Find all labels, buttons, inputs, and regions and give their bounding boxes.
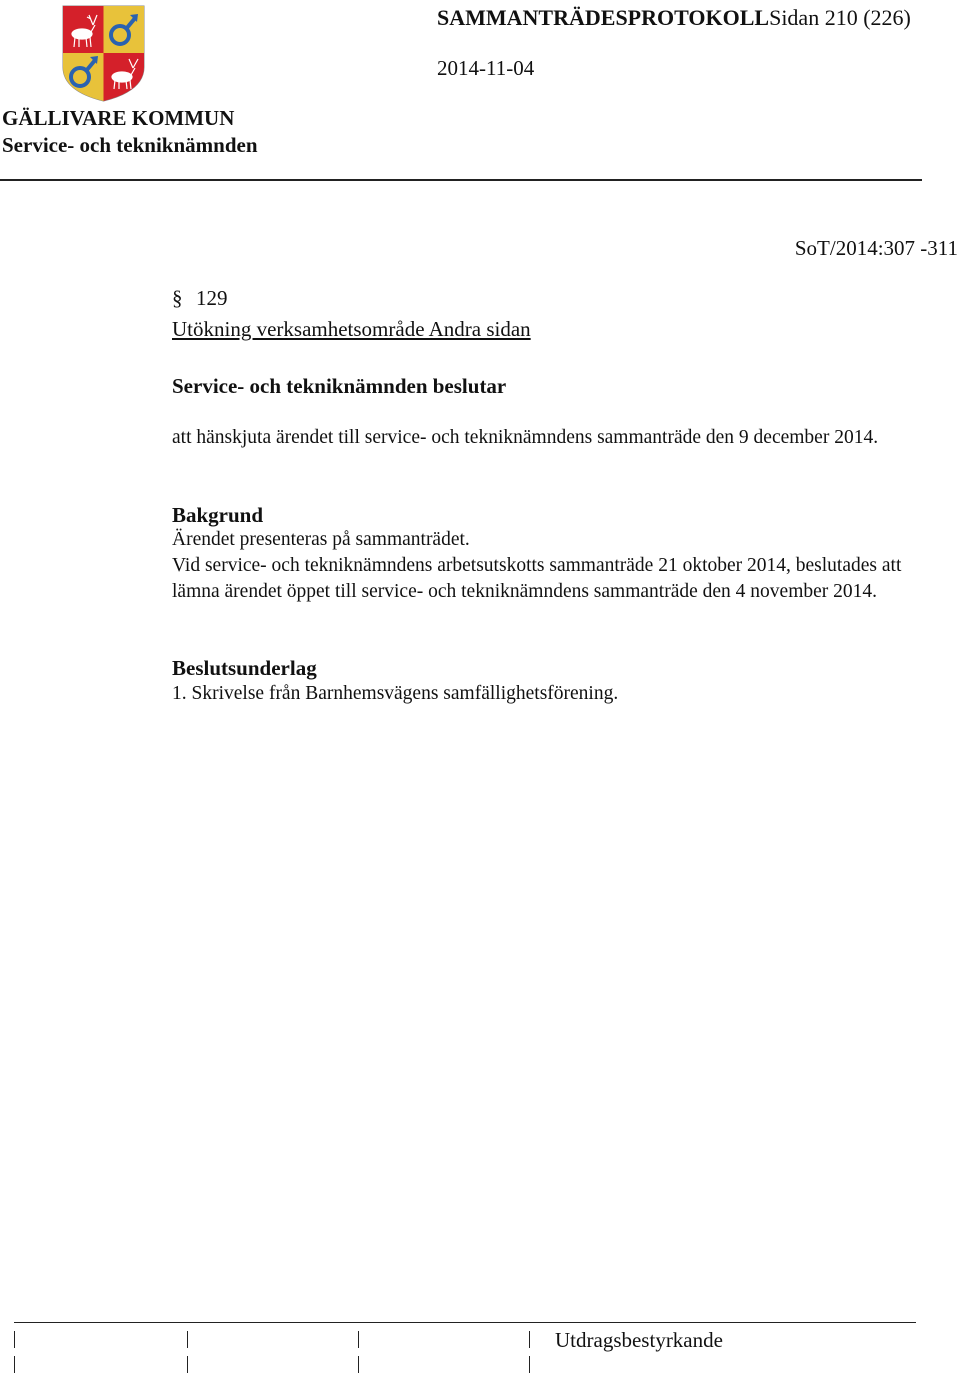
background-line: Vid service- och tekniknämndens arbetsutskotts sammanträde 21 oktober 2014, beslutades att lämna ärendet öppet till service- och tekniknämndens sammanträde den 4 november 2014. <box>172 555 902 602</box>
paragraph-number: 129 <box>196 286 228 310</box>
document-date: 2014-11-04 <box>437 56 535 80</box>
case-title: Utökning verksamhetsområde Andra sidan <box>172 317 531 341</box>
paragraph-number-line <box>172 285 228 311</box>
signature-box-divider <box>529 1356 530 1373</box>
footer-divider <box>14 1322 916 1323</box>
case-reference: SoT/2014:307 -311 <box>794 236 958 260</box>
signature-box-divider <box>14 1356 15 1373</box>
signature-box-divider <box>358 1331 359 1348</box>
coat-of-arms-icon <box>62 5 145 102</box>
certification-label: Utdragsbestyrkande <box>555 1328 723 1352</box>
basis-heading: Beslutsunderlag <box>172 656 317 680</box>
document-type: SAMMANTRÄDESPROTOKOLL <box>437 5 770 30</box>
organization-name: GÄLLIVARE KOMMUN <box>2 106 235 130</box>
signature-box-divider <box>529 1331 530 1348</box>
document-title-line <box>437 5 911 31</box>
committee-name: Service- och tekniknämnden <box>2 133 258 157</box>
decision-text: att hänskjuta ärendet till service- och tekniknämndens sammanträde den 9 december 2014. <box>172 427 879 448</box>
signature-box-divider <box>187 1331 188 1348</box>
background-text <box>172 527 952 605</box>
signature-box-divider <box>187 1356 188 1373</box>
signature-box-divider <box>14 1331 15 1348</box>
page-label: Sidan 210 (226) <box>769 5 911 30</box>
decision-heading: Service- och tekniknämnden beslutar <box>172 374 507 398</box>
section-symbol: § <box>172 286 183 310</box>
signature-box-divider <box>358 1356 359 1373</box>
background-heading: Bakgrund <box>172 503 264 527</box>
basis-item: 1. Skrivelse från Barnhemsvägens samfällighetsförening. <box>172 683 619 704</box>
background-line: Ärendet presenteras på sammanträdet. <box>172 529 470 550</box>
header-divider <box>0 179 922 181</box>
